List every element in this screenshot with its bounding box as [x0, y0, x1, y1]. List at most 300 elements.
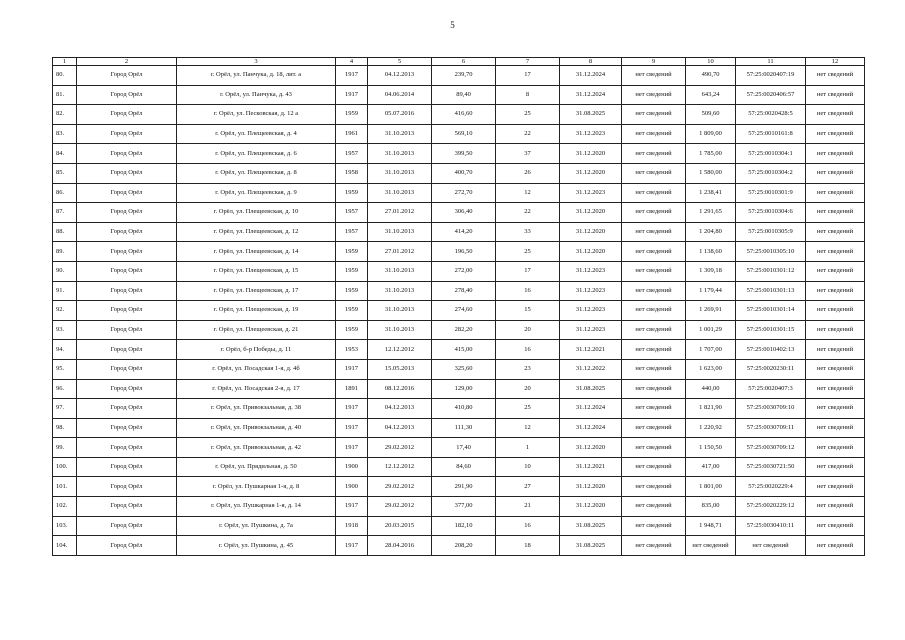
row-number-cell: 91.	[53, 281, 77, 301]
status-cell: нет сведений	[806, 438, 865, 458]
address-cell: г. Орёл, б-р Победы, д. 11	[177, 340, 336, 360]
table-row	[53, 340, 865, 360]
area-cell: 414,20	[432, 222, 496, 242]
row-number-cell: 82.	[53, 105, 77, 125]
residents-cell: 8	[496, 85, 560, 105]
resettlement-date-cell: 31.12.2024	[560, 399, 622, 419]
area-cell: 377,00	[432, 497, 496, 517]
status-cell: нет сведений	[806, 281, 865, 301]
municipality-cell: Город Орёл	[77, 183, 177, 203]
address-cell: г. Орёл, ул. Плещеевская, д. 9	[177, 183, 336, 203]
table-row	[53, 359, 865, 379]
column-number-2: 2	[77, 58, 177, 66]
address-cell: г. Орёл, ул. Привокзальная, д. 40	[177, 418, 336, 438]
municipality-cell: Город Орёл	[77, 222, 177, 242]
status-cell: нет сведений	[806, 516, 865, 536]
municipality-cell: Город Орёл	[77, 301, 177, 321]
address-cell: г. Орёл, ул. Посадская 1-я, д. 4б	[177, 359, 336, 379]
date-cell: 31.10.2013	[368, 281, 432, 301]
resettlement-date-cell: 31.12.2022	[560, 359, 622, 379]
column-number-10: 10	[686, 58, 736, 66]
municipality-cell: Город Орёл	[77, 261, 177, 281]
table-row	[53, 85, 865, 105]
row-number-cell: 90.	[53, 261, 77, 281]
row-number-cell: 83.	[53, 124, 77, 144]
area-cell: 89,40	[432, 85, 496, 105]
cadastral-number-cell: 57:25:0020406:57	[736, 85, 806, 105]
table-row	[53, 183, 865, 203]
address-cell: г. Орёл, ул. Плещеевская, д. 17	[177, 281, 336, 301]
land-area-cell: 643,24	[686, 85, 736, 105]
row-number-cell: 88.	[53, 222, 77, 242]
municipality-cell: Город Орёл	[77, 66, 177, 86]
table-row	[53, 379, 865, 399]
info-cell: нет сведений	[622, 222, 686, 242]
status-cell: нет сведений	[806, 340, 865, 360]
row-number-cell: 80.	[53, 66, 77, 86]
municipality-cell: Город Орёл	[77, 85, 177, 105]
table-row	[53, 203, 865, 223]
municipality-cell: Город Орёл	[77, 320, 177, 340]
resettlement-date-cell: 31.12.2024	[560, 66, 622, 86]
area-cell: 182,10	[432, 516, 496, 536]
date-cell: 27.01.2012	[368, 203, 432, 223]
address-cell: г. Орёл, ул. Привокзальная, д. 38	[177, 399, 336, 419]
year-built-cell: 1959	[336, 320, 368, 340]
residents-cell: 12	[496, 183, 560, 203]
row-number-cell: 94.	[53, 340, 77, 360]
info-cell: нет сведений	[622, 359, 686, 379]
residents-cell: 16	[496, 340, 560, 360]
row-number-cell: 98.	[53, 418, 77, 438]
address-cell: г. Орёл, ул. Пушкарная 1-я, д. 8	[177, 477, 336, 497]
date-cell: 31.10.2013	[368, 261, 432, 281]
info-cell: нет сведений	[622, 340, 686, 360]
date-cell: 08.12.2016	[368, 379, 432, 399]
cadastral-number-cell: 57:25:0010301:15	[736, 320, 806, 340]
status-cell: нет сведений	[806, 320, 865, 340]
land-area-cell: 1 580,00	[686, 163, 736, 183]
cadastral-number-cell: 57:25:0010301:9	[736, 183, 806, 203]
land-area-cell: 835,00	[686, 497, 736, 517]
resettlement-date-cell: 31.12.2023	[560, 183, 622, 203]
land-area-cell: 1 948,71	[686, 516, 736, 536]
date-cell: 31.10.2013	[368, 222, 432, 242]
row-number-cell: 99.	[53, 438, 77, 458]
status-cell: нет сведений	[806, 85, 865, 105]
date-cell: 28.04.2016	[368, 536, 432, 556]
table-row	[53, 516, 865, 536]
date-cell: 20.03.2015	[368, 516, 432, 536]
year-built-cell: 1917	[336, 536, 368, 556]
land-area-cell: 1 204,80	[686, 222, 736, 242]
area-cell: 325,60	[432, 359, 496, 379]
address-cell: г. Орёл, ул. Песковская, д. 12 а	[177, 105, 336, 125]
municipality-cell: Город Орёл	[77, 399, 177, 419]
address-cell: г. Орёл, ул. Пушкарная 1-я, д. 14	[177, 497, 336, 517]
date-cell: 05.07.2016	[368, 105, 432, 125]
residents-cell: 37	[496, 144, 560, 164]
table-row	[53, 399, 865, 419]
residents-cell: 25	[496, 105, 560, 125]
info-cell: нет сведений	[622, 457, 686, 477]
cadastral-number-cell: 57:25:0010301:13	[736, 281, 806, 301]
resettlement-date-cell: 31.08.2025	[560, 105, 622, 125]
year-built-cell: 1917	[336, 66, 368, 86]
cadastral-number-cell: 57:25:0010305:9	[736, 222, 806, 242]
cadastral-number-cell: 57:25:0030709:10	[736, 399, 806, 419]
table-row	[53, 301, 865, 321]
info-cell: нет сведений	[622, 281, 686, 301]
resettlement-date-cell: 31.12.2024	[560, 85, 622, 105]
year-built-cell: 1957	[336, 222, 368, 242]
table-row	[53, 477, 865, 497]
residents-cell: 33	[496, 222, 560, 242]
residents-cell: 12	[496, 418, 560, 438]
address-cell: г. Орёл, ул. Плещеевская, д. 19	[177, 301, 336, 321]
row-number-cell: 97.	[53, 399, 77, 419]
row-number-cell: 84.	[53, 144, 77, 164]
area-cell: 274,60	[432, 301, 496, 321]
area-cell: 84,60	[432, 457, 496, 477]
year-built-cell: 1917	[336, 497, 368, 517]
cadastral-number-cell: 57:25:0030721:50	[736, 457, 806, 477]
table-row	[53, 438, 865, 458]
status-cell: нет сведений	[806, 418, 865, 438]
date-cell: 31.10.2013	[368, 124, 432, 144]
area-cell: 282,20	[432, 320, 496, 340]
area-cell: 196,50	[432, 242, 496, 262]
area-cell: 400,70	[432, 163, 496, 183]
info-cell: нет сведений	[622, 477, 686, 497]
land-area-cell: нет сведений	[686, 536, 736, 556]
resettlement-date-cell: 31.12.2023	[560, 320, 622, 340]
residents-cell: 1	[496, 438, 560, 458]
row-number-cell: 104.	[53, 536, 77, 556]
table-row	[53, 418, 865, 438]
year-built-cell: 1917	[336, 418, 368, 438]
land-area-cell: 1 707,00	[686, 340, 736, 360]
municipality-cell: Город Орёл	[77, 477, 177, 497]
column-number-11: 11	[736, 58, 806, 66]
area-cell: 129,00	[432, 379, 496, 399]
area-cell: 291,90	[432, 477, 496, 497]
address-cell: г. Орёл, ул. Посадская 2-я, д. 17	[177, 379, 336, 399]
year-built-cell: 1917	[336, 438, 368, 458]
address-cell: г. Орёл, ул. Панчука, д. 18, лит. а	[177, 66, 336, 86]
municipality-cell: Город Орёл	[77, 124, 177, 144]
date-cell: 29.02.2012	[368, 438, 432, 458]
table-row	[53, 66, 865, 86]
column-number-4: 4	[336, 58, 368, 66]
row-number-cell: 103.	[53, 516, 77, 536]
address-cell: г. Орёл, ул. Плещеевская, д. 12	[177, 222, 336, 242]
year-built-cell: 1959	[336, 183, 368, 203]
land-area-cell: 1 309,18	[686, 261, 736, 281]
resettlement-date-cell: 31.12.2021	[560, 457, 622, 477]
residents-cell: 27	[496, 477, 560, 497]
column-number-12: 12	[806, 58, 865, 66]
area-cell: 239,70	[432, 66, 496, 86]
municipality-cell: Город Орёл	[77, 163, 177, 183]
address-cell: г. Орёл, ул. Плещеевская, д. 8	[177, 163, 336, 183]
residents-cell: 17	[496, 261, 560, 281]
land-area-cell: 1 801,00	[686, 477, 736, 497]
column-number-9: 9	[622, 58, 686, 66]
cadastral-number-cell: 57:25:0020229:12	[736, 497, 806, 517]
area-cell: 17,40	[432, 438, 496, 458]
year-built-cell: 1917	[336, 399, 368, 419]
municipality-cell: Город Орёл	[77, 281, 177, 301]
area-cell: 208,20	[432, 536, 496, 556]
column-number-1: 1	[53, 58, 77, 66]
municipality-cell: Город Орёл	[77, 457, 177, 477]
year-built-cell: 1917	[336, 359, 368, 379]
area-cell: 416,60	[432, 105, 496, 125]
address-cell: г. Орёл, ул. Плещеевская, д. 14	[177, 242, 336, 262]
row-number-cell: 85.	[53, 163, 77, 183]
residents-cell: 18	[496, 536, 560, 556]
table-row	[53, 320, 865, 340]
area-cell: 306,40	[432, 203, 496, 223]
area-cell: 399,50	[432, 144, 496, 164]
area-cell: 415,00	[432, 340, 496, 360]
page-number: 5	[450, 20, 455, 30]
status-cell: нет сведений	[806, 497, 865, 517]
info-cell: нет сведений	[622, 438, 686, 458]
address-cell: г. Орёл, ул. Привокзальная, д. 42	[177, 438, 336, 458]
table-row	[53, 222, 865, 242]
date-cell: 15.05.2013	[368, 359, 432, 379]
column-number-row	[53, 58, 865, 66]
resettlement-date-cell: 31.08.2025	[560, 516, 622, 536]
table-row	[53, 242, 865, 262]
status-cell: нет сведений	[806, 399, 865, 419]
date-cell: 31.10.2013	[368, 183, 432, 203]
resettlement-date-cell: 31.08.2025	[560, 379, 622, 399]
status-cell: нет сведений	[806, 301, 865, 321]
residents-cell: 23	[496, 359, 560, 379]
info-cell: нет сведений	[622, 85, 686, 105]
column-number-6: 6	[432, 58, 496, 66]
area-cell: 111,30	[432, 418, 496, 438]
date-cell: 27.01.2012	[368, 242, 432, 262]
table-row	[53, 163, 865, 183]
table-row	[53, 497, 865, 517]
land-area-cell: 1 238,41	[686, 183, 736, 203]
municipality-cell: Город Орёл	[77, 516, 177, 536]
row-number-cell: 96.	[53, 379, 77, 399]
municipality-cell: Город Орёл	[77, 203, 177, 223]
status-cell: нет сведений	[806, 379, 865, 399]
info-cell: нет сведений	[622, 124, 686, 144]
resettlement-date-cell: 31.12.2023	[560, 301, 622, 321]
cadastral-number-cell: 57:25:0010304:6	[736, 203, 806, 223]
residents-cell: 25	[496, 399, 560, 419]
status-cell: нет сведений	[806, 477, 865, 497]
row-number-cell: 89.	[53, 242, 77, 262]
land-area-cell: 440,00	[686, 379, 736, 399]
address-cell: г. Орёл, ул. Плещеевская, д. 21	[177, 320, 336, 340]
date-cell: 29.02.2012	[368, 497, 432, 517]
municipality-cell: Город Орёл	[77, 144, 177, 164]
address-cell: г. Орёл, ул. Панчука, д. 43	[177, 85, 336, 105]
row-number-cell: 101.	[53, 477, 77, 497]
residents-cell: 10	[496, 457, 560, 477]
table-body	[53, 66, 865, 556]
resettlement-date-cell: 31.12.2020	[560, 438, 622, 458]
area-cell: 272,00	[432, 261, 496, 281]
info-cell: нет сведений	[622, 163, 686, 183]
address-cell: г. Орёл, ул. Плещеевская, д. 4	[177, 124, 336, 144]
status-cell: нет сведений	[806, 242, 865, 262]
info-cell: нет сведений	[622, 301, 686, 321]
status-cell: нет сведений	[806, 457, 865, 477]
table-row	[53, 261, 865, 281]
status-cell: нет сведений	[806, 183, 865, 203]
table-row	[53, 124, 865, 144]
municipality-cell: Город Орёл	[77, 379, 177, 399]
date-cell: 04.12.2013	[368, 418, 432, 438]
year-built-cell: 1961	[336, 124, 368, 144]
row-number-cell: 87.	[53, 203, 77, 223]
area-cell: 410,80	[432, 399, 496, 419]
address-cell: г. Орёл, ул. Пушкина, д. 7а	[177, 516, 336, 536]
info-cell: нет сведений	[622, 242, 686, 262]
status-cell: нет сведений	[806, 144, 865, 164]
status-cell: нет сведений	[806, 124, 865, 144]
date-cell: 04.12.2013	[368, 399, 432, 419]
land-area-cell: 1 269,91	[686, 301, 736, 321]
land-area-cell: 1 809,00	[686, 124, 736, 144]
residents-cell: 20	[496, 320, 560, 340]
table-row	[53, 281, 865, 301]
address-cell: г. Орёл, ул. Пушкина, д. 45	[177, 536, 336, 556]
row-number-cell: 102.	[53, 497, 77, 517]
info-cell: нет сведений	[622, 320, 686, 340]
resettlement-date-cell: 31.12.2021	[560, 340, 622, 360]
land-area-cell: 1 001,29	[686, 320, 736, 340]
info-cell: нет сведений	[622, 261, 686, 281]
resettlement-date-cell: 31.12.2020	[560, 497, 622, 517]
resettlement-date-cell: 31.12.2020	[560, 163, 622, 183]
year-built-cell: 1959	[336, 261, 368, 281]
status-cell: нет сведений	[806, 163, 865, 183]
cadastral-number-cell: 57:25:0030709:12	[736, 438, 806, 458]
info-cell: нет сведений	[622, 183, 686, 203]
municipality-cell: Город Орёл	[77, 242, 177, 262]
cadastral-number-cell: 57:25:0010304:1	[736, 144, 806, 164]
land-area-cell: 1 138,60	[686, 242, 736, 262]
date-cell: 29.02.2012	[368, 477, 432, 497]
resettlement-date-cell: 31.12.2023	[560, 261, 622, 281]
cadastral-number-cell: 57:25:0020407:3	[736, 379, 806, 399]
year-built-cell: 1917	[336, 85, 368, 105]
info-cell: нет сведений	[622, 536, 686, 556]
cadastral-number-cell: 57:25:0020230:11	[736, 359, 806, 379]
cadastral-number-cell: 57:25:0010301:14	[736, 301, 806, 321]
column-number-3: 3	[177, 58, 336, 66]
land-area-cell: 1 179,44	[686, 281, 736, 301]
municipality-cell: Город Орёл	[77, 497, 177, 517]
cadastral-number-cell: 57:25:0020428:5	[736, 105, 806, 125]
land-area-cell: 490,70	[686, 66, 736, 86]
cadastral-number-cell: 57:25:0010304:2	[736, 163, 806, 183]
area-cell: 569,10	[432, 124, 496, 144]
resettlement-date-cell: 31.08.2025	[560, 536, 622, 556]
cadastral-number-cell: нет сведений	[736, 536, 806, 556]
info-cell: нет сведений	[622, 66, 686, 86]
status-cell: нет сведений	[806, 536, 865, 556]
date-cell: 31.10.2013	[368, 144, 432, 164]
date-cell: 31.10.2013	[368, 163, 432, 183]
info-cell: нет сведений	[622, 399, 686, 419]
info-cell: нет сведений	[622, 203, 686, 223]
year-built-cell: 1959	[336, 105, 368, 125]
cadastral-number-cell: 57:25:0020407:19	[736, 66, 806, 86]
info-cell: нет сведений	[622, 379, 686, 399]
year-built-cell: 1953	[336, 340, 368, 360]
table-row	[53, 144, 865, 164]
residents-cell: 25	[496, 242, 560, 262]
year-built-cell: 1957	[336, 203, 368, 223]
resettlement-date-cell: 31.12.2023	[560, 281, 622, 301]
resettlement-date-cell: 31.12.2020	[560, 144, 622, 164]
table-row	[53, 105, 865, 125]
date-cell: 12.12.2012	[368, 340, 432, 360]
area-cell: 272,70	[432, 183, 496, 203]
status-cell: нет сведений	[806, 203, 865, 223]
resettlement-date-cell: 31.12.2020	[560, 242, 622, 262]
land-area-cell: 1 821,90	[686, 399, 736, 419]
cadastral-number-cell: 57:25:0010161:8	[736, 124, 806, 144]
housing-register-table	[52, 57, 865, 556]
residents-cell: 16	[496, 516, 560, 536]
cadastral-number-cell: 57:25:0030410:11	[736, 516, 806, 536]
date-cell: 31.10.2013	[368, 301, 432, 321]
cadastral-number-cell: 57:25:0030709:11	[736, 418, 806, 438]
status-cell: нет сведений	[806, 66, 865, 86]
table-row	[53, 457, 865, 477]
cadastral-number-cell: 57:25:0010301:12	[736, 261, 806, 281]
column-number-8: 8	[560, 58, 622, 66]
column-number-7: 7	[496, 58, 560, 66]
info-cell: нет сведений	[622, 497, 686, 517]
residents-cell: 26	[496, 163, 560, 183]
row-number-cell: 95.	[53, 359, 77, 379]
date-cell: 12.12.2012	[368, 457, 432, 477]
land-area-cell: 1 220,92	[686, 418, 736, 438]
land-area-cell: 1 623,00	[686, 359, 736, 379]
residents-cell: 21	[496, 497, 560, 517]
year-built-cell: 1959	[336, 281, 368, 301]
land-area-cell: 509,60	[686, 105, 736, 125]
cadastral-number-cell: 57:25:0020229:4	[736, 477, 806, 497]
municipality-cell: Город Орёл	[77, 340, 177, 360]
land-area-cell: 417,00	[686, 457, 736, 477]
land-area-cell: 1 785,00	[686, 144, 736, 164]
address-cell: г. Орёл, ул. Плещеевская, д. 15	[177, 261, 336, 281]
year-built-cell: 1959	[336, 301, 368, 321]
residents-cell: 15	[496, 301, 560, 321]
column-number-5: 5	[368, 58, 432, 66]
resettlement-date-cell: 31.12.2024	[560, 418, 622, 438]
date-cell: 04.12.2013	[368, 66, 432, 86]
row-number-cell: 81.	[53, 85, 77, 105]
address-cell: г. Орёл, ул. Плещеевская, д. 10	[177, 203, 336, 223]
resettlement-date-cell: 31.12.2023	[560, 124, 622, 144]
address-cell: г. Орёл, ул. Плещеевская, д. 6	[177, 144, 336, 164]
